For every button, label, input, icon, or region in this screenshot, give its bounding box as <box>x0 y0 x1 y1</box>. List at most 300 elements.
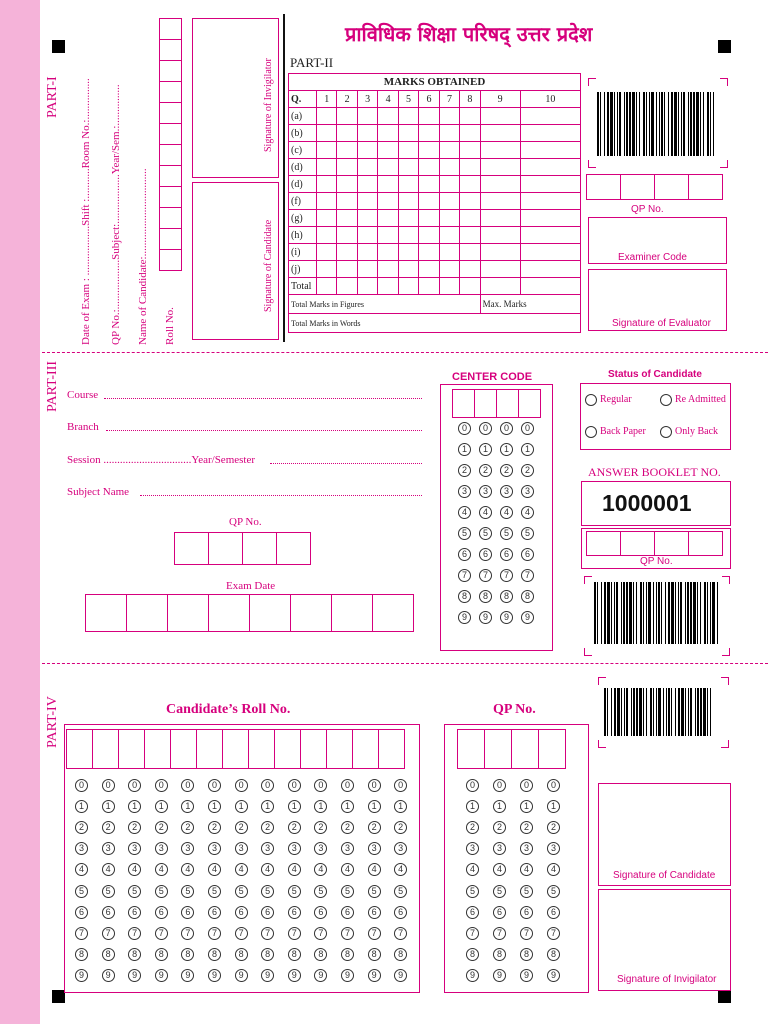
digit-bubble[interactable]: 2 <box>547 821 560 834</box>
radio-circle-icon[interactable] <box>585 426 597 438</box>
marks-cell[interactable] <box>317 210 337 227</box>
marks-cell[interactable] <box>337 210 357 227</box>
digit-bubble[interactable]: 0 <box>288 779 301 792</box>
digit-bubble[interactable]: 5 <box>314 885 327 898</box>
marks-cell[interactable] <box>317 278 337 295</box>
digit-bubble[interactable]: 3 <box>520 842 533 855</box>
digit-bubble[interactable]: 8 <box>521 590 534 603</box>
digit-bubble[interactable]: 1 <box>493 800 506 813</box>
digit-bubble[interactable]: 8 <box>466 948 479 961</box>
status-backpaper-option[interactable]: Back Paper <box>585 426 646 438</box>
digit-bubble[interactable]: 4 <box>261 863 274 876</box>
roll-no-entry-cell[interactable] <box>92 729 119 769</box>
marks-cell[interactable] <box>378 142 398 159</box>
marks-cell[interactable] <box>357 176 377 193</box>
marks-cell[interactable] <box>460 278 480 295</box>
marks-cell[interactable] <box>337 159 357 176</box>
digit-bubble[interactable]: 8 <box>458 590 471 603</box>
digit-bubble[interactable]: 0 <box>368 779 381 792</box>
digit-bubble[interactable]: 1 <box>128 800 141 813</box>
roll-no-entry-cell[interactable] <box>326 729 353 769</box>
marks-cell[interactable] <box>337 244 357 261</box>
digit-bubble[interactable]: 6 <box>288 906 301 919</box>
digit-bubble[interactable]: 9 <box>520 969 533 982</box>
digit-bubble[interactable]: 3 <box>261 842 274 855</box>
marks-cell[interactable] <box>439 244 459 261</box>
marks-cell[interactable] <box>378 125 398 142</box>
marks-cell[interactable] <box>337 108 357 125</box>
digit-bubble[interactable]: 5 <box>500 527 513 540</box>
digit-bubble[interactable]: 8 <box>493 948 506 961</box>
marks-cell[interactable] <box>480 227 520 244</box>
digit-bubble[interactable]: 4 <box>288 863 301 876</box>
roll-no-entry-cell[interactable] <box>248 729 275 769</box>
digit-bubble[interactable]: 6 <box>500 548 513 561</box>
digit-bubble[interactable]: 9 <box>341 969 354 982</box>
marks-cell[interactable] <box>480 142 520 159</box>
marks-cell[interactable] <box>439 159 459 176</box>
exam-date-cell[interactable] <box>167 594 209 632</box>
digit-bubble[interactable]: 0 <box>75 779 88 792</box>
digit-bubble[interactable]: 8 <box>288 948 301 961</box>
digit-bubble[interactable]: 8 <box>102 948 115 961</box>
digit-bubble[interactable]: 1 <box>521 443 534 456</box>
digit-bubble[interactable]: 5 <box>128 885 141 898</box>
marks-cell[interactable] <box>520 142 580 159</box>
digit-bubble[interactable]: 6 <box>128 906 141 919</box>
digit-bubble[interactable]: 6 <box>493 906 506 919</box>
digit-bubble[interactable]: 5 <box>547 885 560 898</box>
marks-cell[interactable] <box>419 261 439 278</box>
marks-cell[interactable] <box>460 159 480 176</box>
roll-no-entry-cell[interactable] <box>66 729 93 769</box>
digit-bubble[interactable]: 5 <box>341 885 354 898</box>
status-regular-option[interactable]: Regular <box>585 394 632 406</box>
digit-bubble[interactable]: 8 <box>394 948 407 961</box>
digit-bubble[interactable]: 7 <box>314 927 327 940</box>
digit-bubble[interactable]: 8 <box>181 948 194 961</box>
marks-cell[interactable] <box>357 108 377 125</box>
digit-bubble[interactable]: 5 <box>394 885 407 898</box>
digit-bubble[interactable]: 9 <box>314 969 327 982</box>
digit-bubble[interactable]: 4 <box>458 506 471 519</box>
roll-no-entry-cell[interactable] <box>352 729 379 769</box>
digit-bubble[interactable]: 3 <box>521 485 534 498</box>
digit-bubble[interactable]: 1 <box>181 800 194 813</box>
digit-bubble[interactable]: 4 <box>368 863 381 876</box>
digit-bubble[interactable]: 0 <box>102 779 115 792</box>
marks-cell[interactable] <box>419 210 439 227</box>
marks-cell[interactable] <box>378 108 398 125</box>
marks-cell[interactable] <box>337 227 357 244</box>
marks-cell[interactable] <box>378 176 398 193</box>
session-field[interactable] <box>270 463 422 464</box>
digit-bubble[interactable]: 3 <box>155 842 168 855</box>
digit-bubble[interactable]: 1 <box>288 800 301 813</box>
digit-bubble[interactable]: 6 <box>547 906 560 919</box>
digit-bubble[interactable]: 0 <box>181 779 194 792</box>
digit-bubble[interactable]: 4 <box>314 863 327 876</box>
digit-bubble[interactable]: 0 <box>521 422 534 435</box>
digit-bubble[interactable]: 3 <box>493 842 506 855</box>
digit-bubble[interactable]: 8 <box>314 948 327 961</box>
roll-no-cell[interactable] <box>159 186 182 208</box>
marks-cell[interactable] <box>398 193 418 210</box>
digit-bubble[interactable]: 7 <box>520 927 533 940</box>
marks-cell[interactable] <box>317 142 337 159</box>
digit-bubble[interactable]: 0 <box>261 779 274 792</box>
subject-name-field[interactable] <box>140 495 422 496</box>
digit-bubble[interactable]: 1 <box>314 800 327 813</box>
digit-bubble[interactable]: 3 <box>235 842 248 855</box>
digit-bubble[interactable]: 1 <box>208 800 221 813</box>
digit-bubble[interactable]: 7 <box>128 927 141 940</box>
marks-cell[interactable] <box>439 108 459 125</box>
digit-bubble[interactable]: 9 <box>493 969 506 982</box>
marks-cell[interactable] <box>317 227 337 244</box>
digit-bubble[interactable]: 7 <box>288 927 301 940</box>
digit-bubble[interactable]: 9 <box>458 611 471 624</box>
digit-bubble[interactable]: 2 <box>181 821 194 834</box>
digit-bubble[interactable]: 7 <box>466 927 479 940</box>
marks-cell[interactable] <box>357 125 377 142</box>
roll-no-entry-cell[interactable] <box>196 729 223 769</box>
marks-cell[interactable] <box>439 193 459 210</box>
digit-bubble[interactable]: 3 <box>458 485 471 498</box>
digit-bubble[interactable]: 2 <box>479 464 492 477</box>
marks-cell[interactable] <box>439 210 459 227</box>
digit-bubble[interactable]: 4 <box>102 863 115 876</box>
digit-bubble[interactable]: 9 <box>479 611 492 624</box>
digit-bubble[interactable]: 4 <box>479 506 492 519</box>
marks-cell[interactable] <box>357 159 377 176</box>
marks-cell[interactable] <box>398 125 418 142</box>
digit-bubble[interactable]: 2 <box>75 821 88 834</box>
digit-bubble[interactable]: 4 <box>394 863 407 876</box>
digit-bubble[interactable]: 5 <box>368 885 381 898</box>
digit-bubble[interactable]: 8 <box>500 590 513 603</box>
exam-date-cell[interactable] <box>372 594 414 632</box>
marks-cell[interactable] <box>398 278 418 295</box>
roll-no-cell[interactable] <box>159 81 182 103</box>
digit-bubble[interactable]: 5 <box>208 885 221 898</box>
roll-no-cell[interactable] <box>159 165 182 187</box>
marks-cell[interactable] <box>419 125 439 142</box>
marks-cell[interactable] <box>419 193 439 210</box>
digit-bubble[interactable]: 8 <box>75 948 88 961</box>
digit-bubble[interactable]: 5 <box>521 527 534 540</box>
digit-bubble[interactable]: 4 <box>521 506 534 519</box>
digit-bubble[interactable]: 2 <box>341 821 354 834</box>
branch-field[interactable] <box>106 430 422 431</box>
digit-bubble[interactable]: 0 <box>394 779 407 792</box>
roll-no-cell[interactable] <box>159 123 182 145</box>
digit-bubble[interactable]: 1 <box>547 800 560 813</box>
digit-bubble[interactable]: 3 <box>394 842 407 855</box>
marks-cell[interactable] <box>520 193 580 210</box>
marks-cell[interactable] <box>419 176 439 193</box>
marks-cell[interactable] <box>317 125 337 142</box>
marks-cell[interactable] <box>419 227 439 244</box>
digit-bubble[interactable]: 6 <box>155 906 168 919</box>
digit-bubble[interactable]: 3 <box>208 842 221 855</box>
status-readmitted-option[interactable]: Re Admitted <box>660 394 726 406</box>
course-field[interactable] <box>104 398 422 399</box>
digit-bubble[interactable]: 7 <box>368 927 381 940</box>
digit-bubble[interactable]: 6 <box>314 906 327 919</box>
roll-no-cell[interactable] <box>159 102 182 124</box>
marks-cell[interactable] <box>378 193 398 210</box>
digit-bubble[interactable]: 3 <box>547 842 560 855</box>
roll-no-cell[interactable] <box>159 18 182 40</box>
roll-no-cell[interactable] <box>159 207 182 229</box>
digit-bubble[interactable]: 8 <box>155 948 168 961</box>
digit-bubble[interactable]: 5 <box>75 885 88 898</box>
digit-bubble[interactable]: 0 <box>208 779 221 792</box>
roll-no-cell[interactable] <box>159 39 182 61</box>
marks-cell[interactable] <box>398 244 418 261</box>
digit-bubble[interactable]: 2 <box>394 821 407 834</box>
marks-cell[interactable] <box>460 227 480 244</box>
digit-bubble[interactable]: 7 <box>341 927 354 940</box>
digit-bubble[interactable]: 6 <box>208 906 221 919</box>
marks-cell[interactable] <box>520 159 580 176</box>
digit-bubble[interactable]: 6 <box>479 548 492 561</box>
digit-bubble[interactable]: 1 <box>500 443 513 456</box>
marks-cell[interactable] <box>337 125 357 142</box>
marks-cell[interactable] <box>398 227 418 244</box>
marks-cell[interactable] <box>460 125 480 142</box>
digit-bubble[interactable]: 2 <box>521 464 534 477</box>
marks-cell[interactable] <box>317 108 337 125</box>
digit-bubble[interactable]: 7 <box>479 569 492 582</box>
digit-bubble[interactable]: 4 <box>155 863 168 876</box>
digit-bubble[interactable]: 0 <box>314 779 327 792</box>
marks-cell[interactable] <box>398 210 418 227</box>
roll-no-entry-cell[interactable] <box>170 729 197 769</box>
digit-bubble[interactable]: 1 <box>155 800 168 813</box>
roll-no-boxes[interactable] <box>159 18 182 270</box>
marks-table[interactable] <box>288 73 581 333</box>
marks-cell[interactable] <box>520 278 580 295</box>
marks-cell[interactable] <box>357 261 377 278</box>
radio-circle-icon[interactable] <box>585 394 597 406</box>
marks-cell[interactable] <box>460 193 480 210</box>
digit-bubble[interactable]: 4 <box>128 863 141 876</box>
roll-no-entry-cell[interactable] <box>274 729 301 769</box>
digit-bubble[interactable]: 3 <box>341 842 354 855</box>
digit-bubble[interactable]: 5 <box>493 885 506 898</box>
digit-bubble[interactable]: 3 <box>102 842 115 855</box>
roll-no-cell[interactable] <box>159 60 182 82</box>
marks-cell[interactable] <box>480 125 520 142</box>
digit-bubble[interactable]: 6 <box>368 906 381 919</box>
digit-bubble[interactable]: 5 <box>458 527 471 540</box>
digit-bubble[interactable]: 2 <box>520 821 533 834</box>
marks-cell[interactable] <box>398 108 418 125</box>
marks-cell[interactable] <box>520 227 580 244</box>
digit-bubble[interactable]: 7 <box>102 927 115 940</box>
digit-bubble[interactable]: 1 <box>261 800 274 813</box>
digit-bubble[interactable]: 2 <box>155 821 168 834</box>
digit-bubble[interactable]: 0 <box>341 779 354 792</box>
marks-cell[interactable] <box>398 142 418 159</box>
digit-bubble[interactable]: 4 <box>235 863 248 876</box>
digit-bubble[interactable]: 7 <box>521 569 534 582</box>
marks-cell[interactable] <box>419 142 439 159</box>
digit-bubble[interactable]: 7 <box>493 927 506 940</box>
marks-cell[interactable] <box>480 244 520 261</box>
marks-cell[interactable] <box>480 159 520 176</box>
marks-cell[interactable] <box>439 227 459 244</box>
digit-bubble[interactable]: 4 <box>520 863 533 876</box>
digit-bubble[interactable]: 5 <box>235 885 248 898</box>
marks-cell[interactable] <box>398 176 418 193</box>
digit-bubble[interactable]: 0 <box>493 779 506 792</box>
digit-bubble[interactable]: 2 <box>128 821 141 834</box>
digit-bubble[interactable]: 6 <box>458 548 471 561</box>
exam-date-cell[interactable] <box>331 594 373 632</box>
marks-cell[interactable] <box>460 142 480 159</box>
digit-bubble[interactable]: 5 <box>288 885 301 898</box>
digit-bubble[interactable]: 5 <box>520 885 533 898</box>
marks-cell[interactable] <box>317 176 337 193</box>
digit-bubble[interactable]: 6 <box>520 906 533 919</box>
qp-no-boxes-part3-right[interactable] <box>587 531 723 556</box>
marks-cell[interactable] <box>480 261 520 278</box>
digit-bubble[interactable]: 0 <box>479 422 492 435</box>
marks-cell[interactable] <box>520 176 580 193</box>
roll-no-entry-boxes[interactable] <box>67 729 405 769</box>
digit-bubble[interactable]: 6 <box>235 906 248 919</box>
digit-bubble[interactable]: 0 <box>155 779 168 792</box>
digit-bubble[interactable]: 6 <box>394 906 407 919</box>
digit-bubble[interactable]: 5 <box>479 527 492 540</box>
digit-bubble[interactable]: 6 <box>521 548 534 561</box>
digit-bubble[interactable]: 6 <box>102 906 115 919</box>
digit-bubble[interactable]: 2 <box>288 821 301 834</box>
digit-bubble[interactable]: 4 <box>493 863 506 876</box>
digit-bubble[interactable]: 9 <box>75 969 88 982</box>
digit-bubble[interactable]: 8 <box>235 948 248 961</box>
marks-cell[interactable] <box>378 227 398 244</box>
exam-date-boxes[interactable] <box>86 594 414 632</box>
digit-bubble[interactable]: 7 <box>547 927 560 940</box>
marks-cell[interactable] <box>419 159 439 176</box>
marks-cell[interactable] <box>398 159 418 176</box>
digit-bubble[interactable]: 6 <box>261 906 274 919</box>
marks-cell[interactable] <box>520 261 580 278</box>
marks-cell[interactable] <box>378 210 398 227</box>
roll-no-cell[interactable] <box>159 144 182 166</box>
marks-cell[interactable] <box>520 210 580 227</box>
status-onlyback-option[interactable]: Only Back <box>660 426 718 438</box>
marks-cell[interactable] <box>480 176 520 193</box>
digit-bubble[interactable]: 1 <box>466 800 479 813</box>
marks-cell[interactable] <box>378 244 398 261</box>
digit-bubble[interactable]: 1 <box>102 800 115 813</box>
digit-bubble[interactable]: 9 <box>500 611 513 624</box>
digit-bubble[interactable]: 2 <box>458 464 471 477</box>
digit-bubble[interactable]: 6 <box>75 906 88 919</box>
digit-bubble[interactable]: 2 <box>314 821 327 834</box>
digit-bubble[interactable]: 4 <box>208 863 221 876</box>
marks-cell[interactable] <box>439 125 459 142</box>
digit-bubble[interactable]: 3 <box>500 485 513 498</box>
marks-cell[interactable] <box>460 261 480 278</box>
marks-cell[interactable] <box>357 278 377 295</box>
digit-bubble[interactable]: 9 <box>288 969 301 982</box>
digit-bubble[interactable]: 2 <box>208 821 221 834</box>
digit-bubble[interactable]: 4 <box>181 863 194 876</box>
digit-bubble[interactable]: 4 <box>466 863 479 876</box>
marks-cell[interactable] <box>337 193 357 210</box>
digit-bubble[interactable]: 6 <box>181 906 194 919</box>
digit-bubble[interactable]: 9 <box>128 969 141 982</box>
exam-date-cell[interactable] <box>290 594 332 632</box>
digit-bubble[interactable]: 9 <box>547 969 560 982</box>
digit-bubble[interactable]: 8 <box>479 590 492 603</box>
digit-bubble[interactable]: 7 <box>155 927 168 940</box>
marks-cell[interactable] <box>480 108 520 125</box>
digit-bubble[interactable]: 8 <box>520 948 533 961</box>
digit-bubble[interactable]: 3 <box>466 842 479 855</box>
digit-bubble[interactable]: 5 <box>102 885 115 898</box>
digit-bubble[interactable]: 9 <box>235 969 248 982</box>
marks-cell[interactable] <box>337 142 357 159</box>
digit-bubble[interactable]: 4 <box>500 506 513 519</box>
marks-cell[interactable] <box>460 210 480 227</box>
marks-cell[interactable] <box>337 176 357 193</box>
roll-no-entry-cell[interactable] <box>118 729 145 769</box>
digit-bubble[interactable]: 7 <box>235 927 248 940</box>
marks-cell[interactable] <box>378 278 398 295</box>
digit-bubble[interactable]: 7 <box>208 927 221 940</box>
digit-bubble[interactable]: 9 <box>181 969 194 982</box>
digit-bubble[interactable]: 1 <box>341 800 354 813</box>
digit-bubble[interactable]: 9 <box>466 969 479 982</box>
digit-bubble[interactable]: 0 <box>466 779 479 792</box>
digit-bubble[interactable]: 1 <box>520 800 533 813</box>
digit-bubble[interactable]: 0 <box>458 422 471 435</box>
digit-bubble[interactable]: 7 <box>458 569 471 582</box>
digit-bubble[interactable]: 8 <box>208 948 221 961</box>
digit-bubble[interactable]: 1 <box>75 800 88 813</box>
digit-bubble[interactable]: 2 <box>261 821 274 834</box>
marks-cell[interactable] <box>357 210 377 227</box>
digit-bubble[interactable]: 8 <box>128 948 141 961</box>
digit-bubble[interactable]: 2 <box>235 821 248 834</box>
digit-bubble[interactable]: 3 <box>479 485 492 498</box>
marks-cell[interactable] <box>419 244 439 261</box>
digit-bubble[interactable]: 3 <box>368 842 381 855</box>
digit-bubble[interactable]: 0 <box>235 779 248 792</box>
digit-bubble[interactable]: 6 <box>466 906 479 919</box>
marks-cell[interactable] <box>480 193 520 210</box>
digit-bubble[interactable]: 2 <box>368 821 381 834</box>
digit-bubble[interactable]: 9 <box>368 969 381 982</box>
digit-bubble[interactable]: 1 <box>235 800 248 813</box>
digit-bubble[interactable]: 0 <box>547 779 560 792</box>
digit-bubble[interactable]: 8 <box>368 948 381 961</box>
roll-no-entry-cell[interactable] <box>378 729 405 769</box>
digit-bubble[interactable]: 4 <box>341 863 354 876</box>
digit-bubble[interactable]: 9 <box>521 611 534 624</box>
marks-cell[interactable] <box>317 244 337 261</box>
roll-no-cell[interactable] <box>159 228 182 250</box>
marks-cell[interactable] <box>378 261 398 278</box>
marks-cell[interactable] <box>337 278 357 295</box>
